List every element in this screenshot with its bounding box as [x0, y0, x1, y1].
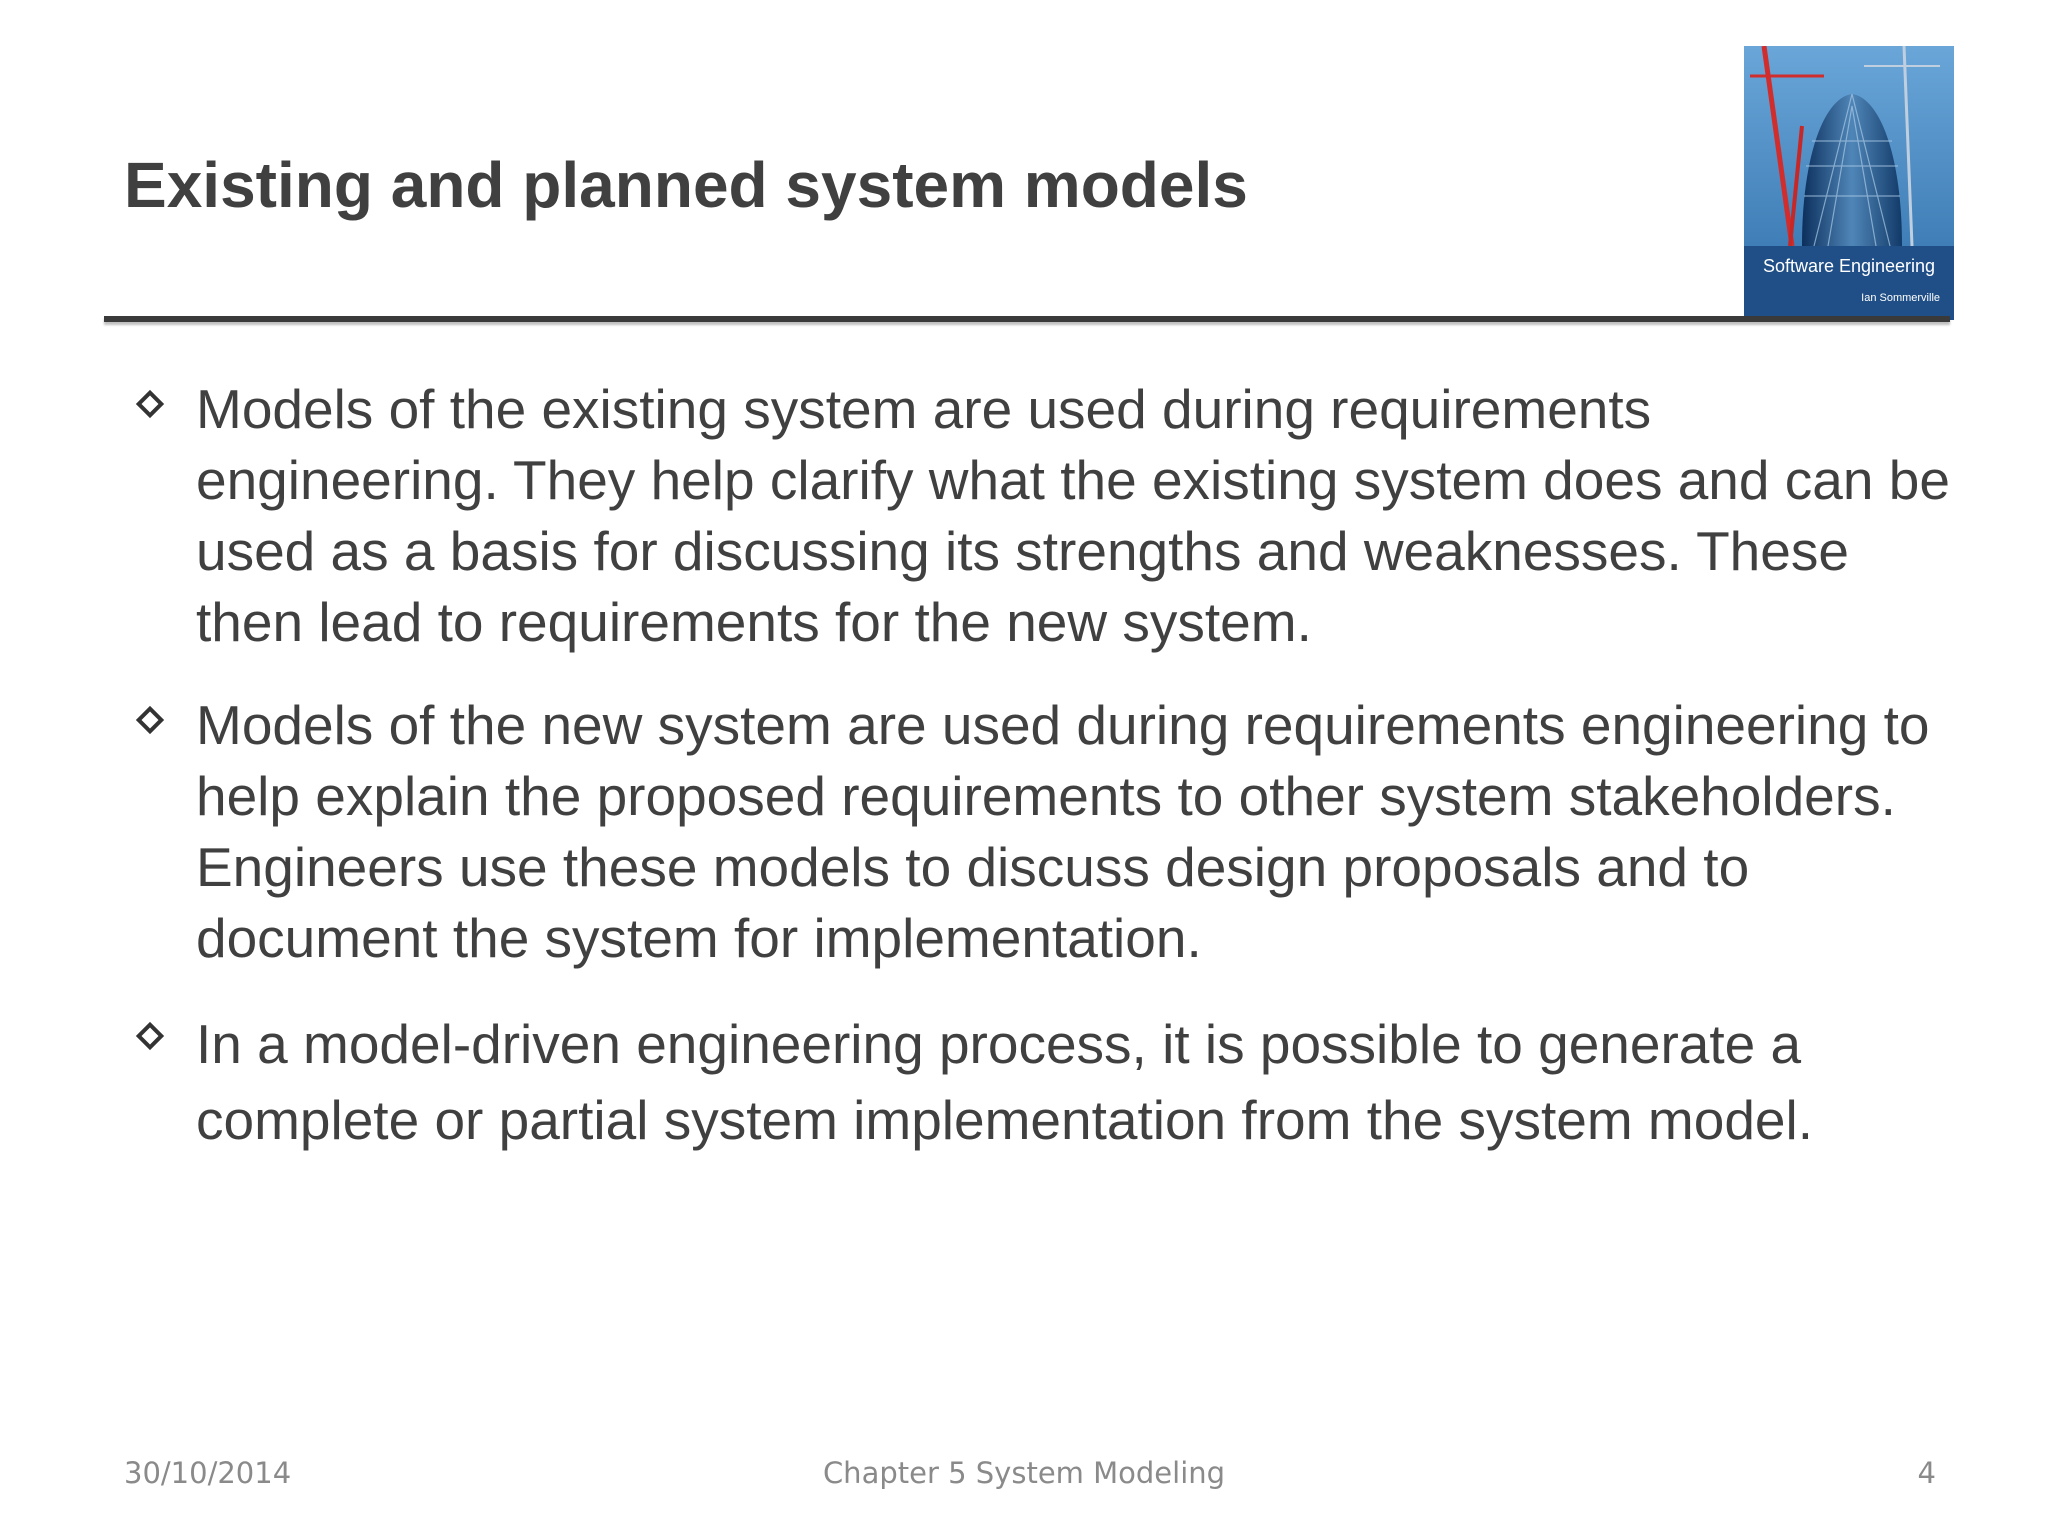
footer-date: 30/10/2014 [124, 1456, 292, 1490]
book-cover-author: Ian Sommerville [1861, 292, 1940, 304]
diamond-bullet-icon [136, 706, 164, 734]
bullet-text: Models of the new system are used during requirements engineering to help explain the proposed requirements to other system stakeholders. Engineers use these models to discuss design proposals and to document the system for implementation. [196, 694, 1930, 969]
bullet-list [130, 374, 1960, 1190]
book-cover-title: Software Engineering [1762, 256, 1936, 276]
diamond-bullet-icon [136, 1022, 164, 1050]
bullet-item [130, 1006, 1960, 1158]
slide-title: Existing and planned system models [124, 149, 1248, 221]
bullet-item [130, 374, 1960, 658]
diamond-bullet-icon [136, 390, 164, 418]
bullet-text: In a model-driven engineering process, it is possible to generate a complete or partial system implementation from the system model. [196, 1013, 1813, 1151]
footer-page-number: 4 [1917, 1456, 1936, 1490]
book-cover-art [1744, 46, 1954, 320]
title-divider [104, 316, 1950, 322]
footer-chapter: Chapter 5 System Modeling [822, 1456, 1226, 1490]
bullet-text: Models of the existing system are used during requirements engineering. They help clarify what the existing system does and can be used as a basis for discussing its strengths and weaknesses. These then lead to requirements for the new system. [196, 378, 1950, 653]
book-cover-image [1744, 46, 1954, 320]
bullet-item [130, 690, 1960, 974]
